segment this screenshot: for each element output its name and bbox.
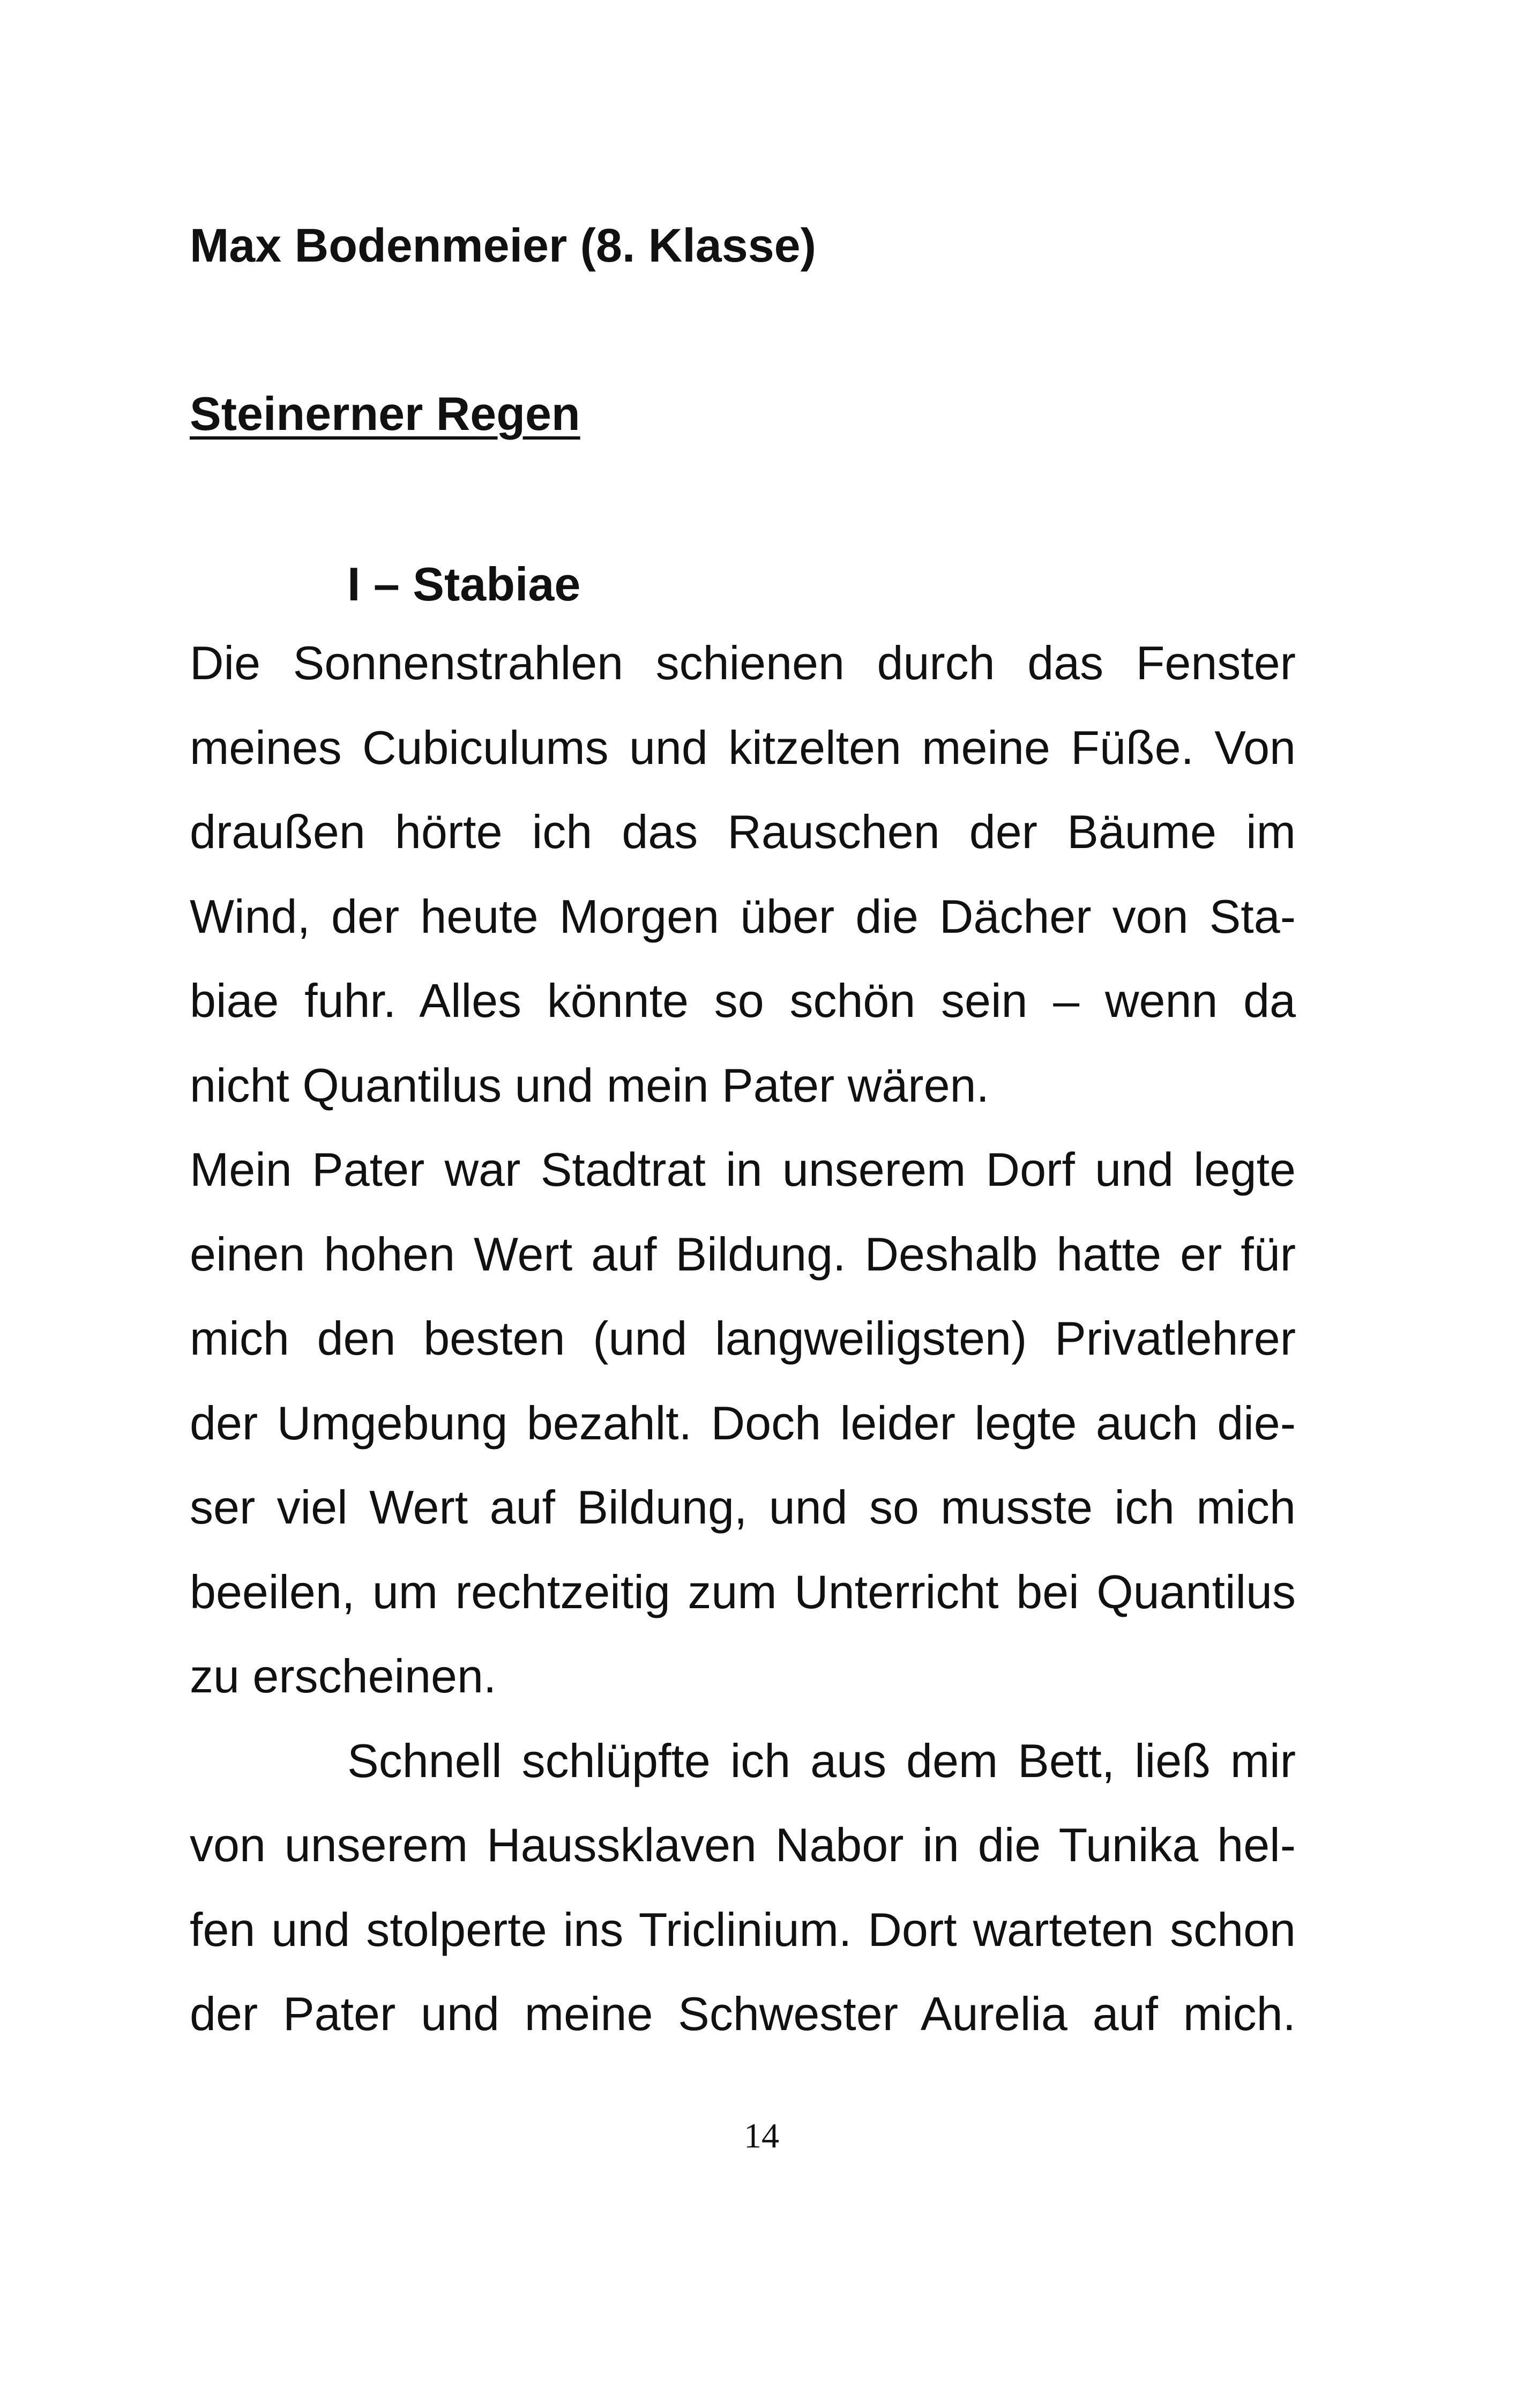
page-number: 14 — [744, 2116, 779, 2156]
text-line: beeilen, um rechtzeitig zum Unterricht bei Quantilus — [190, 1565, 1296, 1618]
story-title: Steinerner Regen — [190, 387, 580, 440]
text-line: meines Cubiculums und kitzelten meine Füße. Von — [190, 720, 1296, 774]
text-line: draußen hörte ich das Rauschen der Bäume im — [190, 805, 1296, 858]
text-line: Die Sonnenstrahlen schienen durch das Fenster — [190, 636, 1296, 689]
text-line: zu erscheinen. — [190, 1649, 497, 1703]
story-body — [190, 621, 1296, 2056]
text-line: Mein Pater war Stadtrat in unserem Dorf und legte — [190, 1143, 1296, 1196]
text-line: biae fuhr. Alles könnte so schön sein – wenn da — [190, 974, 1296, 1027]
text-line: der Pater und meine Schwester Aurelia auf mich. — [190, 1987, 1296, 2040]
text-line: einen hohen Wert auf Bildung. Deshalb hatte er für — [190, 1227, 1296, 1281]
text-line: der Umgebung bezahlt. Doch leider legte auch die- — [190, 1396, 1296, 1450]
chapter-heading: I – Stabiae — [347, 558, 581, 611]
author-heading: Max Bodenmeier (8. Klasse) — [190, 219, 816, 272]
text-line: Wind, der heute Morgen über die Dächer von Sta- — [190, 889, 1296, 943]
text-line: mich den besten (und langweiligsten) Privatlehrer — [190, 1312, 1296, 1365]
text-line: nicht Quantilus und mein Pater wären. — [190, 1058, 989, 1112]
text-line: Schnell schlüpfte ich aus dem Bett, ließ mir — [347, 1734, 1296, 1787]
text-line: ser viel Wert auf Bildung, und so musste ich mich — [190, 1481, 1296, 1534]
text-line: von unserem Haussklaven Nabor in die Tunika hel- — [190, 1818, 1296, 1871]
text-line: fen und stolperte ins Triclinium. Dort warteten schon — [190, 1902, 1296, 1956]
